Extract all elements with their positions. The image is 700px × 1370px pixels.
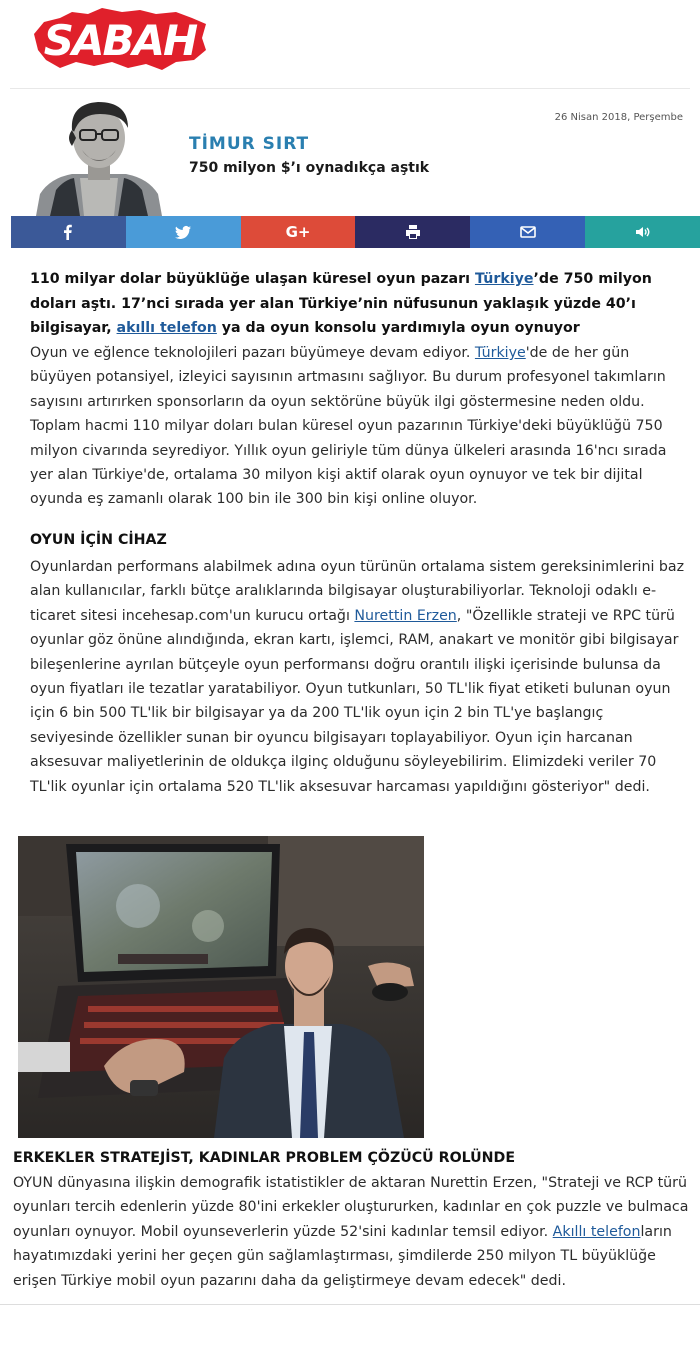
paragraph-text: , "Özellikle strateji ve RPC türü oyunlar göz önüne alındığında, ekran kartı, işlemci, RAM, anakart ve monitör gibi bilgisayar bileşenlerine ayrılan bütçeyle oyun performansı doğru orantılı ilişki içerisinde bulunsa da oyun fiyatları ile tezatlar yaratabiliyor. Oyun tutkunları, 50 TL'lik fiyat etiketi bulunan oyun için 6 bin 500 TL'lik bir bilgisayar ya da 200 TL'lik oyun için 2 bin TL'ye başlangıç seviyesinde özellikler sunan bir oyuncu bilgisayarı toplayabiliyor. Oyun için harcanan aksesuvar maliyetlerinin de oldukça ilginç olduğunu söyleyebilirim. Elimizdeki veriler 70 TL'lik oyunlar için ortalama 520 TL'lik aksesuvar harcaması yapıldığını gösteriyor" dedi. — [30, 607, 679, 795]
twitter-icon — [175, 224, 191, 240]
link-turkiye[interactable]: Türkiye — [474, 271, 534, 287]
mail-icon — [520, 224, 536, 240]
paragraph-text: 'de de her gün büyüyen potansiyel, izleyici sayısının artmasını sağlıyor. Bu durum profesyonel takımların sayısını artırırken sponsorların da oyun sektörüne büyük ilgi göstermesine neden oldu. Toplam hacmi 110 milyar doları bulan küresel oyun pazarının Türkiye'deki büyüklüğü 750 milyon civarında seyrediyor. Yıllık oyun geliriyle tüm dünya ülkeleri arasında 16'ncı sırada yer alan Türkiye'de, ortalama 30 milyon kişi aktif olarak oyun oynuyor ve tek bir dijital oyunda eş zamanlı olarak 100 bin ile 300 bin kişi online oluyor. — [30, 345, 667, 508]
lead-text: ya da oyun konsolu yardımıyla oyun oynuyor — [216, 320, 580, 336]
header-divider — [10, 88, 690, 89]
lead-text: ’de 750 milyon doları aştı. 17’nci sırada yer alan Türkiye’nin nüfusunun yaklaşık yüzde 40’ı bilgisayar, — [30, 271, 652, 336]
mail-share-button[interactable] — [470, 216, 585, 248]
article-photo — [18, 836, 424, 1138]
listen-button[interactable] — [585, 216, 700, 248]
speaker-icon — [635, 224, 651, 240]
google-plus-share-button[interactable] — [241, 216, 356, 248]
author-name[interactable]: TİMUR SIRT — [189, 134, 310, 154]
paragraph-text: ların hayatımızdaki yerini her geçen gün sağlamlaştırması, şimdilerde 250 milyon TL büyüklüğe erişen Türkiye mobil oyun pazarını daha da geliştirmeye devam edecek" dedi. — [13, 1223, 672, 1289]
author-photo — [30, 98, 168, 216]
footer-divider — [0, 1304, 700, 1305]
paragraph-text: Oyun ve eğlence teknolojileri pazarı büyümeye devam ediyor. — [30, 345, 475, 361]
article-paragraph — [30, 341, 690, 512]
section-heading: ERKEKLER STRATEJİST, KADINLAR PROBLEM ÇÖZÜCÜ ROLÜNDE — [13, 1150, 516, 1166]
paragraph-text: OYUN dünyasına ilişkin demografik istatistikler de aktaran Nurettin Erzen, "Strateji ve RCP türü oyunları tercih edenlerin yüzde 80'ini erkekler oluştururken, kadınlar en çok puzzle ve bulmaca oyunları oynuyor. Mobil oyunseverlerin yüzde 52'sini kadınlar temsil ediyor. — [13, 1175, 689, 1240]
column-title: 750 milyon $’ı oynadıkça aştık — [189, 160, 430, 176]
article-lead — [30, 267, 690, 341]
link-turkiye[interactable]: Türkiye — [474, 345, 526, 361]
print-button[interactable] — [355, 216, 470, 248]
article-paragraph — [13, 1171, 693, 1293]
share-bar — [11, 216, 700, 248]
logo-text: SABAH — [43, 15, 197, 65]
facebook-icon — [60, 224, 76, 240]
facebook-share-button[interactable] — [11, 216, 126, 248]
article-paragraph — [30, 555, 690, 799]
paragraph-text: Oyunlardan performans alabilmek adına oyun türünün ortalama sistem gereksinimlerini baz alan kullanıcılar, farklı bütçe aralıklarında bilgisayar oluşturabiliyorlar. Teknoloji odaklı e-ticaret sitesi incehesap.com'un kurucu ortağı — [30, 559, 685, 624]
google-plus-icon: G+ — [285, 223, 311, 241]
link-nurettin-erzen[interactable]: Nurettin Erzen — [354, 607, 457, 624]
link-akilli-telefon[interactable]: Akıllı telefon — [552, 1223, 641, 1240]
twitter-share-button[interactable] — [126, 216, 241, 248]
sabah-logo[interactable] — [30, 4, 210, 76]
publish-date: 26 Nisan 2018, Perşembe — [554, 112, 683, 123]
section-heading: OYUN İÇİN CİHAZ — [30, 532, 167, 548]
link-akilli-telefon[interactable]: akıllı telefon — [116, 320, 217, 336]
lead-text: 110 milyar dolar büyüklüğe ulaşan küresel oyun pazarı — [30, 271, 475, 287]
print-icon — [405, 224, 421, 240]
